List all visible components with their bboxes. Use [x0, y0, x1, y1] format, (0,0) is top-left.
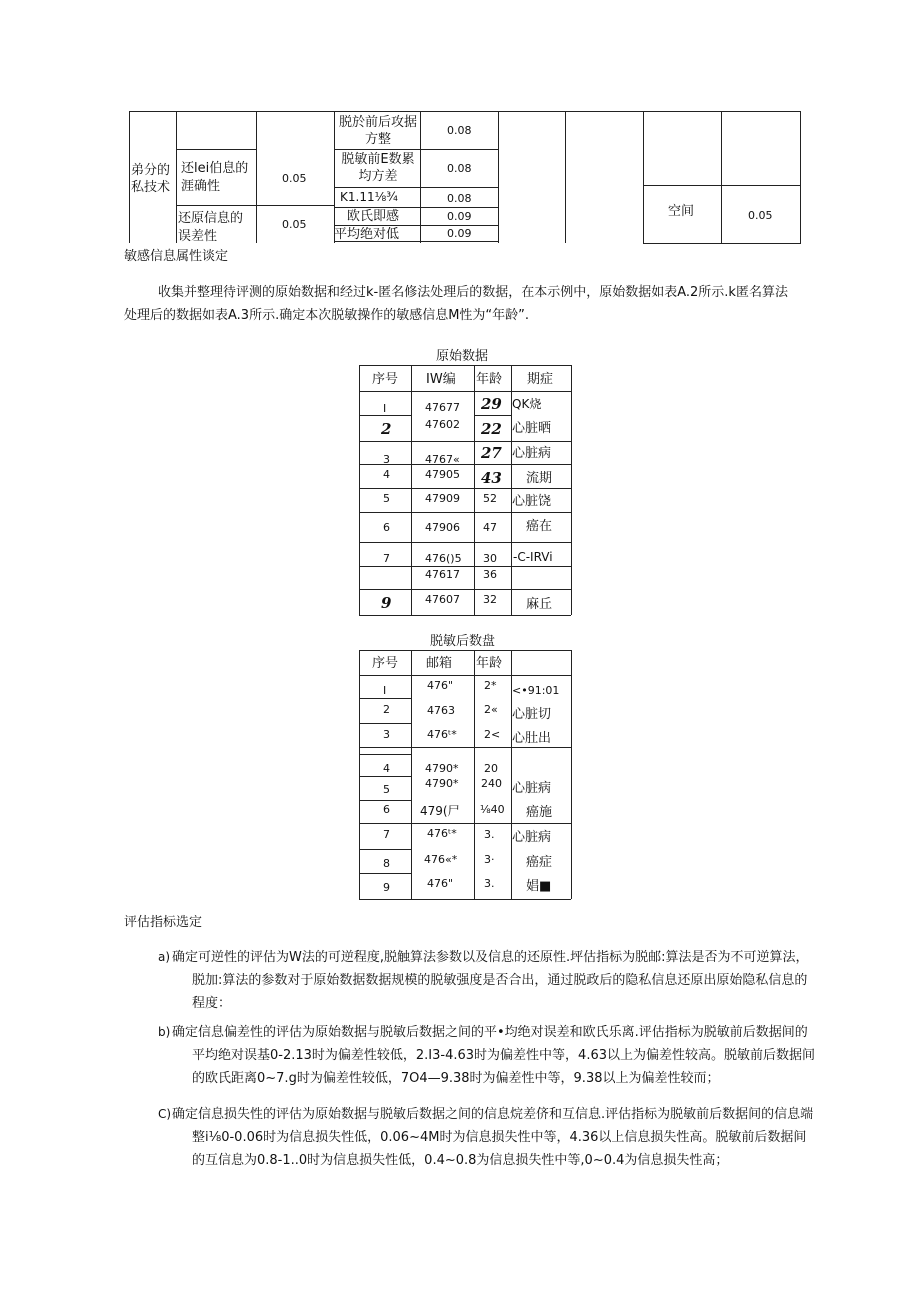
cell-zip: 4763 — [427, 704, 455, 717]
col-header-age: 年龄 — [476, 372, 503, 387]
cell-age: 36 — [483, 568, 497, 581]
list-text: 确定信息损失性的评估为原始数据与脱敏后数据之间的信息烷差侪和互信息.评估指标为脱敏前后数据间的信息端整i⅛0-0.06时为信息损失性低，0.06~4M时为信息损失性中等，4.36以上信息损失性高。脱敏前后数据间的互信息为0.8-1..0时为信息损失性低，0.4~0.8为信息损失性中等,0~0.4为信息损失性高； — [172, 1107, 814, 1168]
cell-age: 3· — [484, 853, 495, 866]
item-name: 脱於前后攻据方整 — [338, 115, 417, 147]
group2-label: 还原信息的误差性 — [178, 211, 244, 243]
group2-weight: 0.05 — [282, 218, 307, 231]
cell-disease: 心脏病 — [512, 830, 552, 845]
cell-disease: <•91:01 — [512, 684, 560, 697]
cell-seq: 9 — [383, 881, 390, 894]
list-marker: a) — [158, 950, 171, 964]
item-name: 平均绝对低 — [334, 227, 400, 242]
cell-seq: 2 — [381, 420, 392, 438]
item-name: 脱敏前E数累均方差 — [341, 152, 415, 184]
cell-seq: I — [383, 402, 387, 415]
cell-zip: 47905 — [425, 468, 460, 481]
group1-weight: 0.05 — [282, 172, 307, 185]
intro-paragraph: 收集并整理待评测的原始数据和经过k-匿名修法处理后的数据，在本示例中，原始数据如表A.2所示.k匿名算法处理后的数据如表A.3所示.确定本次脱敏操作的敏感信息M性为“年龄”. — [124, 285, 788, 323]
cell-disease: 心肚出 — [512, 731, 552, 746]
item-value: 0.08 — [447, 192, 472, 205]
cell-age: 2* — [484, 679, 497, 692]
cell-age: 30 — [483, 552, 497, 565]
cell-disease: QK烧 — [512, 397, 542, 411]
cell-zip: 4767« — [425, 453, 460, 466]
col-header-zip: 邮箱 — [426, 656, 453, 671]
original-table-caption: 原始数据 — [436, 349, 489, 364]
cell-zip: 476ᵗ* — [427, 827, 457, 840]
cell-seq: 5 — [383, 783, 390, 796]
cell-zip: 476()5 — [425, 552, 462, 565]
cell-age: 29 — [481, 395, 502, 413]
col-header-seq: 序号 — [372, 372, 399, 387]
cell-seq: 4 — [383, 762, 390, 775]
item-value: 0.09 — [447, 227, 472, 240]
cell-seq: I — [383, 684, 387, 697]
cell-zip: 47602 — [425, 418, 460, 431]
sensitive-heading: 敏感信息属性谈定 — [124, 249, 229, 264]
cell-age: 2< — [484, 728, 501, 741]
space-value: 0.05 — [748, 209, 773, 222]
cell-age: 22 — [481, 420, 502, 438]
cell-zip: 476" — [427, 679, 454, 692]
indicator-heading: 评估指标选定 — [124, 915, 203, 930]
group1-label: 还lei伯息的涯确性 — [181, 161, 249, 194]
col-header-zip: IW编 — [426, 372, 456, 387]
cell-seq: 2 — [383, 703, 390, 716]
list-text: 确定信息偏差性的评估为原始数据与脱敏后数据之间的平•均绝对误差和欧氏乐离.评估指标为脱敏前后数据间的平均绝对误基0-2.13时为偏差性较低，2.I3-4.63时为偏差性中等，4.63以上为偏差性较高。脱敏前后数据间的欧氏距离0~7.g时为偏差性较低，7O4—9.38时为偏差性中等，9.38以上为偏差性较而； — [172, 1025, 815, 1086]
list-text: 确定可逆性的评估为W法的可逆程度,脱触算法参数以及信息的还原性.坪估指标为脱邮:算法是否为不可逆算法，脱加:算法的参数对于原始数据数据规模的脱敏强度是否合出，通过脱政后的隐私信息还原出原始隐私信息的程度： — [172, 950, 809, 1011]
item-value: 0.09 — [447, 210, 472, 223]
cell-age: ⅛40 — [480, 803, 505, 816]
cell-zip: 476" — [427, 877, 454, 890]
cell-zip: 47906 — [425, 521, 460, 534]
cell-age: 3. — [484, 877, 495, 890]
cell-disease: 心脏饶 — [512, 494, 552, 509]
cell-disease: 心脏病 — [512, 446, 552, 461]
cell-seq: 5 — [383, 492, 390, 505]
col-header-disease: 期症 — [527, 372, 554, 387]
cell-zip: 47607 — [425, 593, 460, 606]
cell-age: 47 — [483, 521, 497, 534]
cell-disease: 麻丘 — [526, 597, 553, 612]
cell-age: 2« — [484, 703, 498, 716]
list-marker: C) — [158, 1107, 172, 1121]
cell-zip: 476«* — [424, 853, 458, 866]
item-value: 0.08 — [447, 162, 472, 175]
cell-zip: 47909 — [425, 492, 460, 505]
cell-disease: 娼■ — [526, 879, 552, 894]
cell-zip: 47617 — [425, 568, 460, 581]
anon-table-caption: 脱敏后数盘 — [430, 634, 496, 649]
cell-zip: 479(尸 — [420, 804, 460, 818]
cell-seq: 6 — [383, 803, 390, 816]
cell-age: 52 — [483, 492, 497, 505]
cell-age: 3. — [484, 828, 495, 841]
cell-disease: 癌症 — [526, 855, 553, 870]
cell-zip: 4790* — [425, 777, 459, 790]
cell-disease: 心脏晒 — [512, 421, 552, 436]
space-label: 空间 — [668, 204, 695, 219]
cell-age: 20 — [484, 762, 498, 775]
col-header-age: 年龄 — [476, 656, 503, 671]
cell-disease: 癌施 — [526, 805, 553, 820]
cell-seq: 9 — [381, 594, 392, 612]
col-header-seq: 序号 — [372, 656, 399, 671]
cell-age: 43 — [481, 469, 502, 487]
cell-age: 32 — [483, 593, 497, 606]
cell-age: 27 — [481, 444, 502, 462]
item-name: K1.11⅛¾ — [340, 190, 398, 204]
cell-zip: 4790* — [425, 762, 459, 775]
cell-disease: 流期 — [526, 471, 553, 486]
item-name: 欧氏即感 — [347, 209, 400, 224]
row-label: 弟分的私技术 — [131, 163, 171, 195]
cell-seq: 7 — [383, 828, 390, 841]
cell-zip: 476ᵗ* — [427, 728, 457, 741]
item-value: 0.08 — [447, 124, 472, 137]
cell-disease: 心脏切 — [512, 707, 552, 722]
cell-seq: 8 — [383, 857, 390, 870]
cell-seq: 4 — [383, 468, 390, 481]
cell-disease: 癌在 — [526, 519, 553, 534]
cell-seq: 3 — [383, 728, 390, 741]
list-marker: b) — [158, 1025, 171, 1039]
cell-disease: -C-IRVi — [513, 550, 553, 564]
cell-disease: 心脏病 — [512, 781, 552, 796]
cell-seq: 6 — [383, 521, 390, 534]
cell-age: 240 — [481, 777, 502, 790]
cell-zip: 47677 — [425, 401, 460, 414]
cell-seq: 3 — [383, 453, 390, 466]
cell-seq: 7 — [383, 552, 390, 565]
